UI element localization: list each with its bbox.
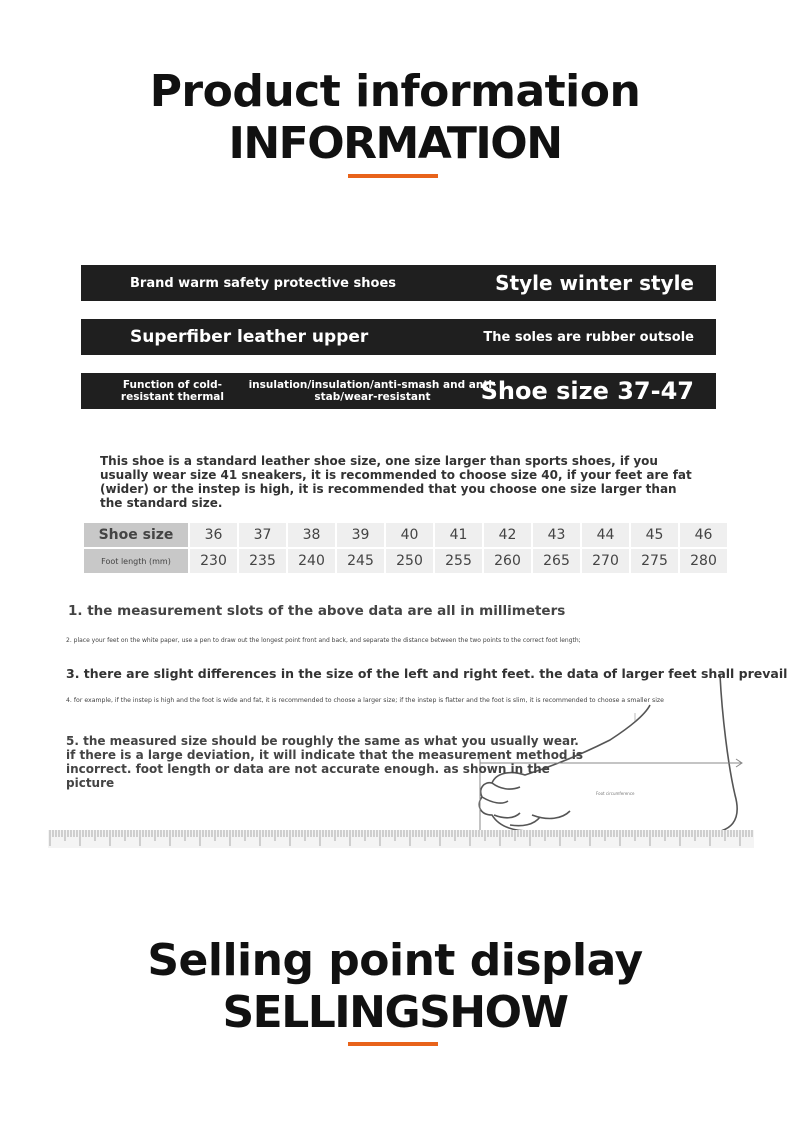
measure-note-2: 2. place your feet on the white paper, use a pen to draw out the longest point front and back, and separate the distance between the two points to the correct foot length; (66, 637, 581, 644)
table-row-lengths (84, 549, 727, 573)
table-cell: 260 (484, 549, 531, 573)
table-cell: 36 (190, 523, 237, 547)
table-cell: 265 (533, 549, 580, 573)
table-header-foot-length: Foot length (mm) (84, 549, 188, 573)
info-function-label (101, 373, 501, 409)
size-table (82, 521, 729, 575)
table-cell: 270 (582, 549, 629, 573)
info-row-brand (81, 265, 716, 301)
info-row-function (81, 373, 716, 409)
table-cell: 240 (288, 549, 335, 573)
selling-title: Selling point display (147, 935, 643, 986)
table-header-shoe-size: Shoe size (84, 523, 188, 547)
title-underline (348, 174, 438, 178)
table-cell: 43 (533, 523, 580, 547)
foot-circumference-label: Foot circumference (596, 791, 635, 796)
measure-note-5: 5. the measured size should be roughly the same as what you usually wear. if there is a large deviation, it will indicate that the measurement method is incorrect. foot length or data are not accurate enough. as shown in the picture (66, 734, 583, 790)
info-size-range: Shoe size 37-47 (480, 377, 694, 405)
table-cell: 37 (239, 523, 286, 547)
table-cell: 275 (631, 549, 678, 573)
table-cell: 235 (239, 549, 286, 573)
selling-subtitle: SELLINGSHOW (222, 987, 568, 1038)
info-upper-label: Superfiber leather upper (130, 327, 369, 347)
info-function-line2: insulation/insulation/anti-smash and anti-stab/wear-resistant (248, 379, 497, 403)
measure-note-4: 4. for example, if the instep is high and the foot is wide and fat, it is recommended to choose a larger size; if the instep is flatter and the foot is slim, it is recommended to choose a smaller size (66, 697, 664, 704)
selling-underline (348, 1042, 438, 1046)
table-cell: 46 (680, 523, 727, 547)
info-function-line1: Function of cold-resistant thermal (120, 379, 224, 403)
info-sole-label: The soles are rubber outsole (483, 329, 694, 345)
table-cell: 41 (435, 523, 482, 547)
table-cell: 45 (631, 523, 678, 547)
table-cell: 255 (435, 549, 482, 573)
measure-note-1: 1. the measurement slots of the above data are all in millimeters (68, 603, 566, 619)
table-cell: 245 (337, 549, 384, 573)
table-cell: 38 (288, 523, 335, 547)
table-cell: 44 (582, 523, 629, 547)
page-subtitle: INFORMATION (228, 118, 562, 169)
ruler (48, 830, 754, 848)
page-title: Product information (149, 66, 641, 117)
table-row-sizes (84, 523, 727, 547)
table-cell: 230 (190, 549, 237, 573)
info-style-label: Style winter style (495, 271, 694, 295)
table-cell: 39 (337, 523, 384, 547)
measure-note-3: 3. there are slight differences in the size of the left and right feet. the data of larger feet shall prevail (66, 666, 788, 681)
info-brand-label: Brand warm safety protective shoes (130, 275, 396, 291)
info-row-material (81, 319, 716, 355)
table-cell: 40 (386, 523, 433, 547)
table-cell: 280 (680, 549, 727, 573)
table-cell: 42 (484, 523, 531, 547)
table-cell: 250 (386, 549, 433, 573)
size-note: This shoe is a standard leather shoe size, one size larger than sports shoes, if you usually wear size 41 sneakers, it is recommended to choose size 40, if your feet are fat (wider) or the instep is high, it is recommended that you choose one size larger than the standard size. (100, 454, 692, 510)
